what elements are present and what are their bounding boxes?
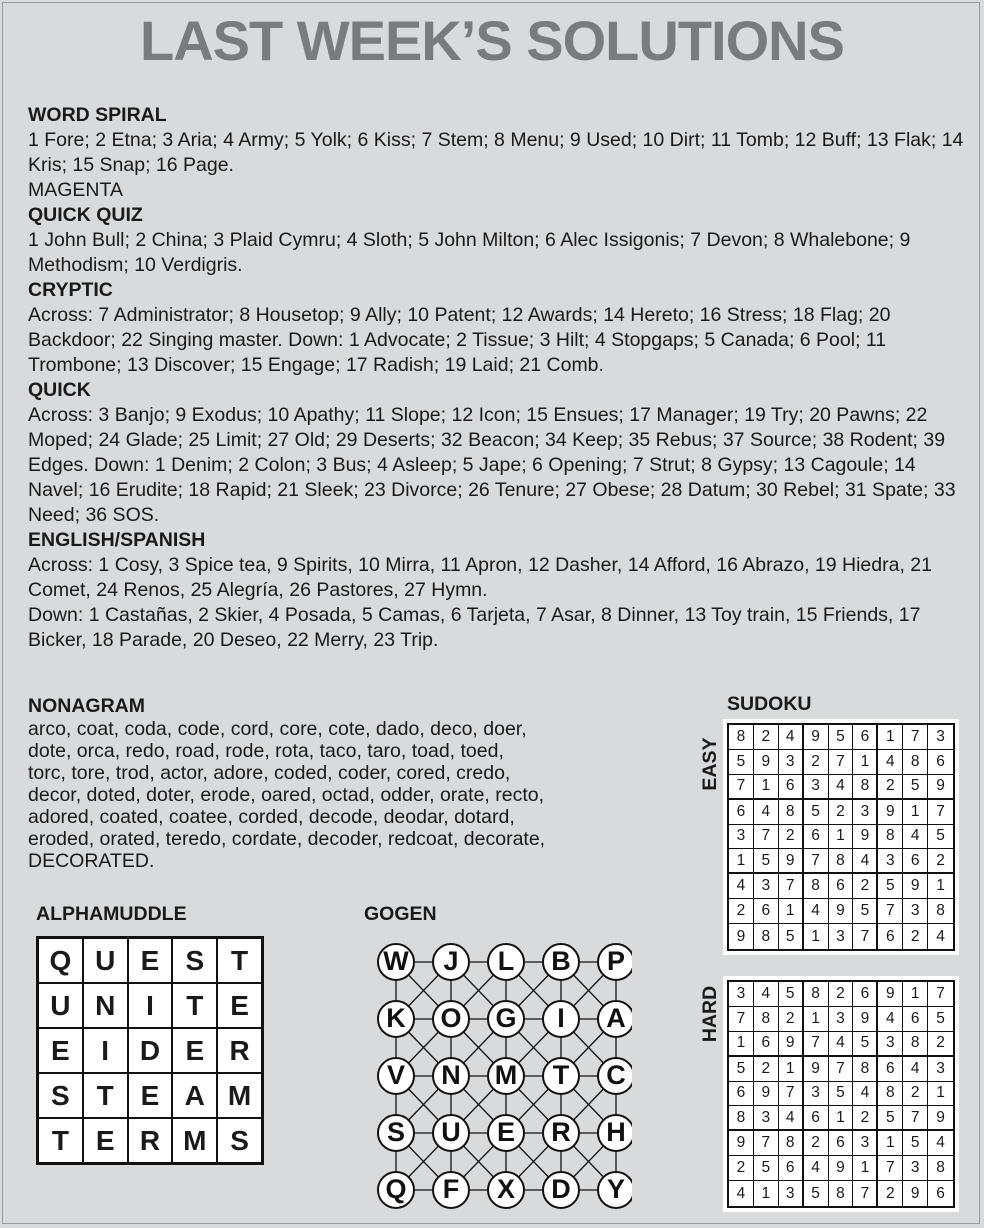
sudoku-cell: 8 [754, 924, 779, 949]
sudoku-cell: 3 [804, 775, 829, 800]
sudoku-cell: 3 [829, 1007, 854, 1032]
nonagram-line: torc, tore, trod, actor, adore, coded, coder, cored, credo, [28, 762, 511, 784]
sudoku-cell: 5 [928, 825, 953, 850]
sudoku-heading: SUDOKU [727, 693, 812, 715]
sudoku-cell: 1 [804, 1007, 829, 1032]
gogen-letter: T [552, 1060, 570, 1091]
sudoku-cell: 8 [829, 1181, 854, 1206]
sudoku-cell: 3 [729, 825, 754, 850]
sudoku-cell: 2 [729, 1156, 754, 1181]
sudoku-cell: 4 [829, 775, 854, 800]
sudoku-cell: 8 [729, 725, 754, 750]
sudoku-cell: 2 [754, 1057, 779, 1082]
gogen-letter: H [606, 1117, 626, 1148]
alphamuddle-grid [36, 936, 264, 1165]
alphamuddle-cell: D [128, 1028, 173, 1073]
section-answers: 1 John Bull; 2 China; 3 Plaid Cymru; 4 Sloth; 5 John Milton; 6 Alec Issigonis; 7 Devon; 8 Whalebone; 9 Methodism; 10 Verdigris. [28, 229, 911, 276]
alphamuddle-cell: N [83, 983, 128, 1028]
sudoku-cell: 5 [754, 849, 779, 874]
sudoku-cell: 9 [829, 1156, 854, 1181]
sudoku-cell: 4 [878, 1007, 903, 1032]
sudoku-cell: 3 [853, 1131, 878, 1156]
sudoku-cell: 5 [903, 775, 928, 800]
sudoku-cell: 4 [804, 1156, 829, 1181]
sudoku-cell: 4 [903, 1057, 928, 1082]
section-heading: CRYPTIC [28, 279, 113, 301]
sudoku-cell: 8 [779, 800, 804, 825]
sudoku-cell: 4 [779, 1106, 804, 1131]
alphamuddle-cell: E [83, 1118, 128, 1163]
sudoku-cell: 7 [829, 1057, 854, 1082]
sudoku-cell: 6 [779, 775, 804, 800]
sudoku-cell: 9 [853, 825, 878, 850]
solutions-text [28, 103, 968, 653]
gogen-letter: O [440, 1003, 462, 1034]
sudoku-cell: 2 [878, 775, 903, 800]
sudoku-cell: 8 [928, 899, 953, 924]
sudoku-cell: 4 [754, 982, 779, 1007]
sudoku-cell: 8 [754, 1007, 779, 1032]
sudoku-cell: 6 [903, 849, 928, 874]
sudoku-cell: 5 [853, 899, 878, 924]
gogen-letter: U [441, 1117, 461, 1148]
sudoku-cell: 1 [829, 825, 854, 850]
sudoku-cell: 1 [878, 1131, 903, 1156]
sudoku-cell: 9 [878, 800, 903, 825]
sudoku-cell: 1 [928, 1082, 953, 1107]
gogen-letter: Y [606, 1174, 626, 1205]
sudoku-cell: 2 [829, 800, 854, 825]
alphamuddle-cell: R [128, 1118, 173, 1163]
sudoku-cell: 3 [804, 1082, 829, 1107]
gogen-letter: J [443, 946, 459, 977]
sudoku-cell: 2 [804, 750, 829, 775]
sudoku-cell: 5 [729, 750, 754, 775]
sudoku-cell: 4 [829, 1032, 854, 1057]
sudoku-cell: 9 [878, 982, 903, 1007]
sudoku-cell: 4 [804, 899, 829, 924]
sudoku-cell: 8 [853, 775, 878, 800]
sudoku-cell: 2 [853, 1106, 878, 1131]
alphamuddle-cell: S [172, 938, 217, 983]
sudoku-cell: 3 [754, 874, 779, 899]
sudoku-cell: 8 [804, 982, 829, 1007]
sudoku-cell: 3 [928, 1057, 953, 1082]
sudoku-cell: 7 [878, 899, 903, 924]
sudoku-cell: 9 [779, 1032, 804, 1057]
section-answers: Down: 1 Castañas, 2 Skier, 4 Posada, 5 Camas, 6 Tarjeta, 7 Asar, 8 Dinner, 13 Toy train, 15 Friends, 17 Bicker, 18 Parade, 20 Deseo, 22 Merry, 23 Trip. [28, 604, 921, 651]
alphamuddle-cell: E [38, 1028, 83, 1073]
sudoku-cell: 3 [903, 899, 928, 924]
gogen-heading: GOGEN [364, 903, 437, 925]
sudoku-cell: 7 [878, 1156, 903, 1181]
sudoku-cell: 5 [829, 725, 854, 750]
section-heading: WORD SPIRAL [28, 104, 167, 126]
alphamuddle-cell: U [38, 983, 83, 1028]
sudoku-cell: 3 [779, 1181, 804, 1206]
alphamuddle-cell: R [217, 1028, 262, 1073]
sudoku-cell: 6 [804, 825, 829, 850]
nonagram-line: arco, coat, coda, code, cord, core, cote, dado, deco, doer, [28, 718, 527, 740]
nonagram-line: DECORATED. [28, 850, 155, 872]
sudoku-cell: 9 [729, 924, 754, 949]
section-answers: Across: 1 Cosy, 3 Spice tea, 9 Spirits, 10 Mirra, 11 Apron, 12 Dasher, 14 Afford, 16 Abrazo, 19 Hiedra, 21 Comet, 24 Renos, 25 Alegría, 26 Pastores, 27 Hymn. [28, 554, 932, 601]
sudoku-cell: 7 [853, 924, 878, 949]
section-heading: QUICK QUIZ [28, 204, 143, 226]
sudoku-cell: 7 [829, 750, 854, 775]
sudoku-cell: 6 [804, 1106, 829, 1131]
sudoku-cell: 4 [729, 1181, 754, 1206]
sudoku-cell: 9 [903, 874, 928, 899]
sudoku-cell: 8 [779, 1131, 804, 1156]
sudoku-cell: 8 [804, 874, 829, 899]
gogen-letter: G [495, 1003, 517, 1034]
nonagram-line: decor, doted, doter, erode, oared, octad, odder, orate, recto, [28, 784, 545, 806]
sudoku-cell: 4 [729, 874, 754, 899]
sudoku-cell: 1 [829, 1106, 854, 1131]
gogen-letter: W [383, 946, 409, 977]
sudoku-cell: 6 [903, 1007, 928, 1032]
sudoku-cell: 2 [903, 1082, 928, 1107]
sudoku-cell: 4 [779, 725, 804, 750]
alphamuddle-heading: ALPHAMUDDLE [36, 903, 187, 925]
alphamuddle-cell: U [83, 938, 128, 983]
sudoku-cell: 6 [729, 800, 754, 825]
nonagram-line: adored, coated, coatee, corded, decode, deodar, dotard, [28, 806, 515, 828]
sudoku-cell: 1 [804, 924, 829, 949]
sudoku-cell: 1 [903, 982, 928, 1007]
sudoku-cell: 2 [928, 849, 953, 874]
sudoku-hard-grid [727, 980, 955, 1208]
sudoku-cell: 6 [928, 750, 953, 775]
sudoku-cell: 3 [853, 800, 878, 825]
alphamuddle-cell: M [172, 1118, 217, 1163]
sudoku-cell: 6 [829, 874, 854, 899]
sudoku-cell: 1 [779, 899, 804, 924]
sudoku-cell: 3 [878, 1032, 903, 1057]
nonagram-heading: NONAGRAM [28, 695, 145, 717]
sudoku-cell: 2 [779, 825, 804, 850]
alphamuddle-cell: A [172, 1073, 217, 1118]
sudoku-cell: 4 [903, 825, 928, 850]
sudoku-cell: 7 [804, 849, 829, 874]
sudoku-cell: 1 [754, 1181, 779, 1206]
sudoku-cell: 1 [928, 874, 953, 899]
sudoku-cell: 4 [853, 849, 878, 874]
sudoku-cell: 8 [829, 849, 854, 874]
sudoku-cell: 8 [729, 1106, 754, 1131]
section-answers: MAGENTA [28, 179, 123, 201]
sudoku-cell: 1 [779, 1057, 804, 1082]
sudoku-cell: 2 [928, 1032, 953, 1057]
sudoku-cell: 2 [903, 924, 928, 949]
alphamuddle-cell: T [217, 938, 262, 983]
sudoku-cell: 7 [903, 1106, 928, 1131]
sudoku-cell: 5 [754, 1156, 779, 1181]
sudoku-cell: 9 [804, 1057, 829, 1082]
sudoku-cell: 3 [829, 924, 854, 949]
sudoku-cell: 5 [729, 1057, 754, 1082]
alphamuddle-cell: I [128, 983, 173, 1028]
sudoku-cell: 2 [729, 899, 754, 924]
sudoku-cell: 6 [878, 924, 903, 949]
section-answers: Across: 7 Administrator; 8 Housetop; 9 Ally; 10 Patent; 12 Awards; 14 Hereto; 16 Stress; 18 Flag; 20 Backdoor; 22 Singing master. Down: 1 Advocate; 2 Tissue; 3 Hilt; 4 Stopgaps; 5 Canada; 6 Pool; 11 Trombone; 13 Discover; 15 Engage; 17 Radish; 19 Laid; 21 Comb. [28, 304, 891, 376]
page-title: LAST WEEK’S SOLUTIONS [140, 9, 844, 72]
gogen-letter: Q [385, 1174, 407, 1205]
sudoku-cell: 4 [936, 927, 945, 945]
sudoku-cell: 8 [928, 1156, 953, 1181]
sudoku-cell: 1 [754, 775, 779, 800]
sudoku-cell: 6 [853, 982, 878, 1007]
alphamuddle-cell: S [217, 1118, 262, 1163]
sudoku-cell: 4 [754, 800, 779, 825]
sudoku-cell: 9 [754, 750, 779, 775]
gogen-grid [368, 934, 632, 1216]
sudoku-cell: 3 [754, 1106, 779, 1131]
sudoku-cell: 3 [729, 982, 754, 1007]
sudoku-cell: 4 [928, 1131, 953, 1156]
gogen-letter: E [496, 1117, 516, 1148]
sudoku-easy-label: EASY [699, 737, 721, 791]
alphamuddle-cell: E [128, 1073, 173, 1118]
sudoku-cell: 7 [903, 725, 928, 750]
gogen-letter: L [497, 946, 515, 977]
sudoku-cell: 1 [878, 725, 903, 750]
section-answers: Across: 3 Banjo; 9 Exodus; 10 Apathy; 11 Slope; 12 Icon; 15 Ensues; 17 Manager; 19 Try; 20 Pawns; 22 Moped; 24 Glade; 25 Limit; 27 Old; 29 Deserts; 32 Beacon; 34 Keep; 35 Rebus; 37 Source; 38 Rodent; 39 Edges. Down: 1 Denim; 2 Colon; 3 Bus; 4 Asleep; 5 Jape; 6 Opening; 7 Strut; 8 Gypsy; 13 Cagoule; 14 Navel; 16 Erudite; 18 Rapid; 21 Sleek; 23 Divorce; 26 Tenure; 27 Obese; 28 Datum; 30 Rebel; 31 Spate; 33 Need; 36 SOS. [28, 404, 956, 526]
sudoku-cell: 6 [729, 1082, 754, 1107]
nonagram-line: eroded, orated, teredo, cordate, decoder, redcoat, decorate, [28, 828, 546, 850]
sudoku-cell: 6 [779, 1156, 804, 1181]
gogen-letter: V [386, 1060, 406, 1091]
sudoku-cell: 2 [754, 725, 779, 750]
gogen-letter: I [557, 1003, 565, 1034]
sudoku-cell: 8 [878, 1082, 903, 1107]
sudoku-cell: 9 [928, 1106, 953, 1131]
sudoku-cell: 5 [804, 1181, 829, 1206]
sudoku-cell: 8 [903, 750, 928, 775]
sudoku-cell: 4 [878, 750, 903, 775]
alphamuddle-cell: E [217, 983, 262, 1028]
sudoku-cell: 2 [779, 1007, 804, 1032]
sudoku-cell: 7 [853, 1181, 878, 1206]
section-heading: QUICK [28, 379, 91, 401]
sudoku-cell: 2 [853, 874, 878, 899]
sudoku-cell: 5 [928, 1007, 953, 1032]
alphamuddle-cell: M [217, 1073, 262, 1118]
sudoku-cell: 7 [779, 874, 804, 899]
section-heading: ENGLISH/SPANISH [28, 529, 206, 551]
sudoku-cell: 7 [928, 800, 953, 825]
alphamuddle-cell: T [172, 983, 217, 1028]
sudoku-cell: 7 [754, 1131, 779, 1156]
sudoku-cell: 1 [903, 800, 928, 825]
alphamuddle-cell: I [83, 1028, 128, 1073]
sudoku-cell: 5 [878, 1106, 903, 1131]
gogen-letter: C [606, 1060, 626, 1091]
gogen-letter: K [386, 1003, 406, 1034]
section-answers: 1 Fore; 2 Etna; 3 Aria; 4 Army; 5 Yolk; 6 Kiss; 7 Stem; 8 Menu; 9 Used; 10 Dirt; 11 Tomb; 12 Buff; 13 Flak; 14 Kris; 15 Snap; 16 Page. [28, 129, 964, 176]
sudoku-cell: 5 [903, 1131, 928, 1156]
gogen-letter: A [606, 1003, 626, 1034]
sudoku-cell: 8 [853, 1057, 878, 1082]
alphamuddle-cell: Q [38, 938, 83, 983]
sudoku-cell: 7 [754, 825, 779, 850]
sudoku-cell: 5 [829, 1082, 854, 1107]
sudoku-cell: 9 [779, 849, 804, 874]
sudoku-easy-grid [727, 723, 955, 951]
gogen-letter: X [496, 1174, 516, 1205]
sudoku-cell: 9 [903, 1181, 928, 1206]
nonagram-section [28, 694, 668, 872]
sudoku-cell: 7 [729, 775, 754, 800]
gogen-letter: N [441, 1060, 461, 1091]
gogen-letter: S [386, 1117, 406, 1148]
sudoku-cell: 3 [903, 1156, 928, 1181]
sudoku-cell: 2 [804, 1131, 829, 1156]
sudoku-cell: 6 [936, 1184, 945, 1202]
gogen-letter: R [551, 1117, 571, 1148]
sudoku-cell: 9 [754, 1082, 779, 1107]
alphamuddle-cell: T [83, 1073, 128, 1118]
alphamuddle-cell: S [38, 1073, 83, 1118]
sudoku-cell: 6 [829, 1131, 854, 1156]
sudoku-cell: 1 [729, 1032, 754, 1057]
gogen-letter: M [494, 1060, 518, 1091]
alphamuddle-cell: T [38, 1118, 83, 1163]
sudoku-cell: 2 [829, 982, 854, 1007]
sudoku-cell: 6 [754, 1032, 779, 1057]
sudoku-cell: 3 [878, 849, 903, 874]
sudoku-cell: 6 [853, 725, 878, 750]
gogen-letter: F [442, 1174, 460, 1205]
sudoku-cell: 8 [878, 825, 903, 850]
sudoku-cell: 7 [729, 1007, 754, 1032]
sudoku-cell: 5 [878, 874, 903, 899]
sudoku-cell: 6 [878, 1057, 903, 1082]
sudoku-hard-label: HARD [699, 985, 721, 1043]
sudoku-cell: 9 [829, 899, 854, 924]
sudoku-cell: 4 [853, 1082, 878, 1107]
sudoku-cell: 9 [729, 1131, 754, 1156]
sudoku-cell: 8 [903, 1032, 928, 1057]
alphamuddle-cell: E [172, 1028, 217, 1073]
sudoku-cell: 5 [779, 982, 804, 1007]
nonagram-words [28, 718, 668, 872]
sudoku-cell: 3 [779, 750, 804, 775]
sudoku-cell: 9 [928, 775, 953, 800]
sudoku-cell: 1 [853, 1156, 878, 1181]
sudoku-cell: 2 [878, 1181, 903, 1206]
sudoku-cell: 3 [928, 725, 953, 750]
sudoku-cell: 5 [779, 924, 804, 949]
sudoku-cell: 5 [853, 1032, 878, 1057]
sudoku-cell: 7 [779, 1082, 804, 1107]
alphamuddle-cell: E [128, 938, 173, 983]
sudoku-cell: 6 [754, 899, 779, 924]
sudoku-cell: 9 [853, 1007, 878, 1032]
nonagram-line: dote, orca, redo, road, rode, rota, taco, taro, toad, toed, [28, 740, 504, 762]
sudoku-cell: 9 [804, 725, 829, 750]
sudoku-cell: 1 [729, 849, 754, 874]
sudoku-cell: 7 [928, 982, 953, 1007]
gogen-letter: B [551, 946, 571, 977]
gogen-letter: D [551, 1174, 571, 1205]
sudoku-cell: 7 [804, 1032, 829, 1057]
sudoku-cell: 5 [804, 800, 829, 825]
gogen-svg [368, 934, 632, 1216]
gogen-letter: P [606, 946, 626, 977]
sudoku-cell: 1 [853, 750, 878, 775]
